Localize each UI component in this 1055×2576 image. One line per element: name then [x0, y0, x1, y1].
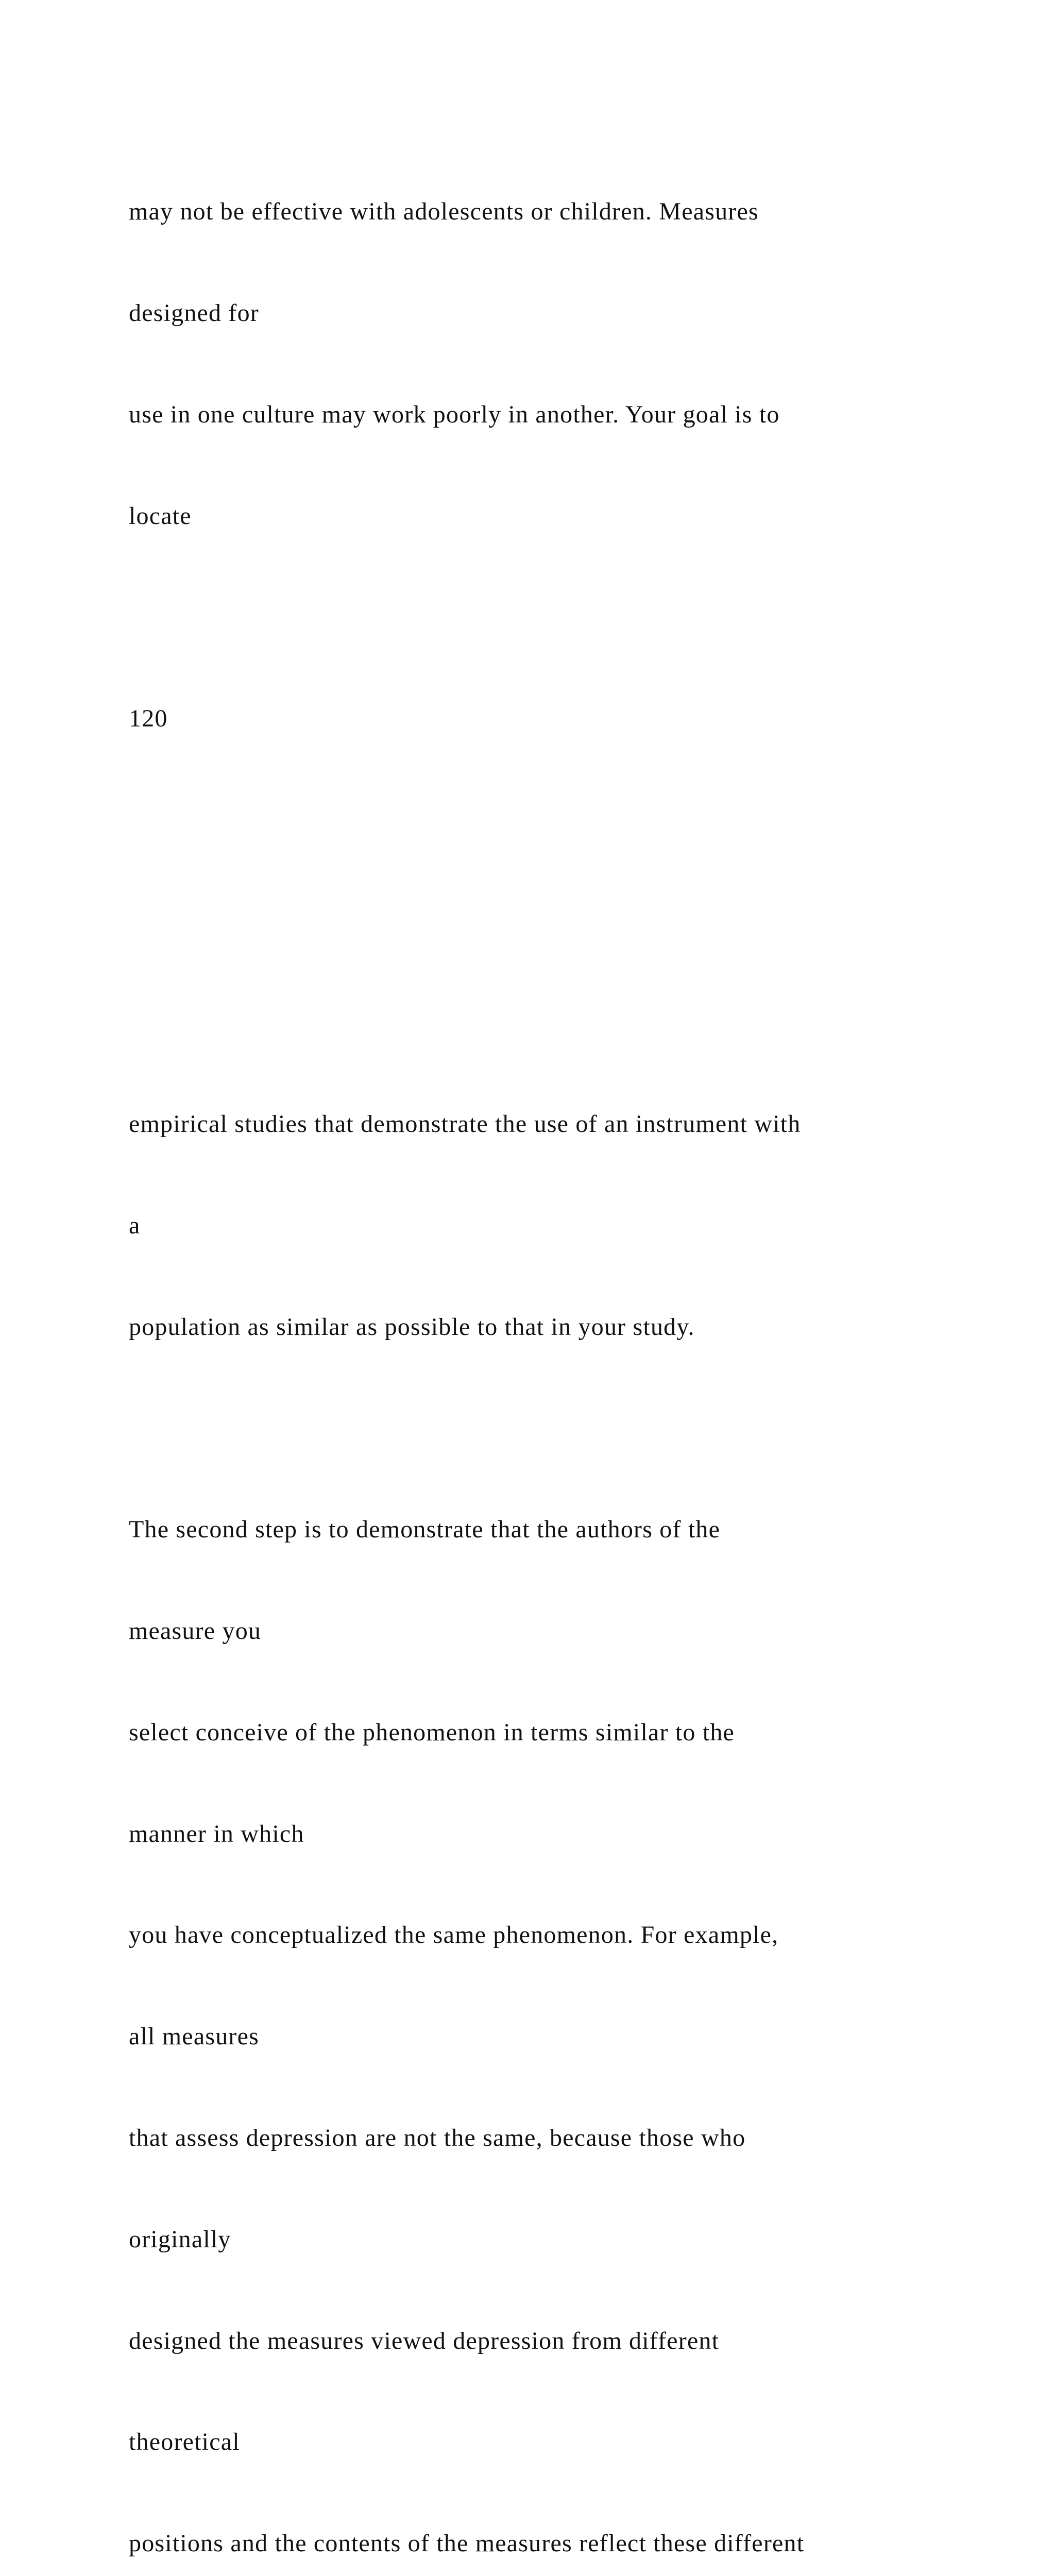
text-line: theoretical: [129, 2428, 240, 2456]
text-line: manner in which: [129, 1820, 304, 1848]
text-line: locate: [129, 502, 192, 530]
text-line: empirical studies that demonstrate the use of an instrument with: [129, 1110, 801, 1138]
text-line: use in one culture may work poorly in another. Your goal is to: [129, 400, 780, 428]
text-line: select conceive of the phenomenon in terms similar to the: [129, 1718, 735, 1746]
blank-line: [129, 600, 1005, 634]
text-line: designed for: [129, 299, 259, 327]
text-line: may not be effective with adolescents or children. Measures: [129, 198, 759, 226]
text-line: you have conceptualized the same phenomenon. For example,: [129, 1921, 779, 1949]
text-line: measure you: [129, 1617, 262, 1645]
blank-line: [129, 1006, 1005, 1040]
blank-line: [129, 1412, 1005, 1446]
text-line: that assess depression are not the same, because those who: [129, 2124, 746, 2152]
document-text: [129, 127, 1005, 2576]
text-line: population as similar as possible to that in your study.: [129, 1313, 695, 1341]
blank-line: [129, 905, 1005, 939]
blank-line: [129, 803, 1005, 837]
page-number: 120: [129, 705, 168, 733]
text-line: a: [129, 1212, 141, 1239]
text-line: originally: [129, 2225, 231, 2253]
text-line: designed the measures viewed depression from different: [129, 2327, 720, 2354]
text-line: positions and the contents of the measures reflect these different: [129, 2530, 805, 2557]
text-line: The second step is to demonstrate that the authors of the: [129, 1516, 721, 1544]
text-line: all measures: [129, 2023, 259, 2050]
